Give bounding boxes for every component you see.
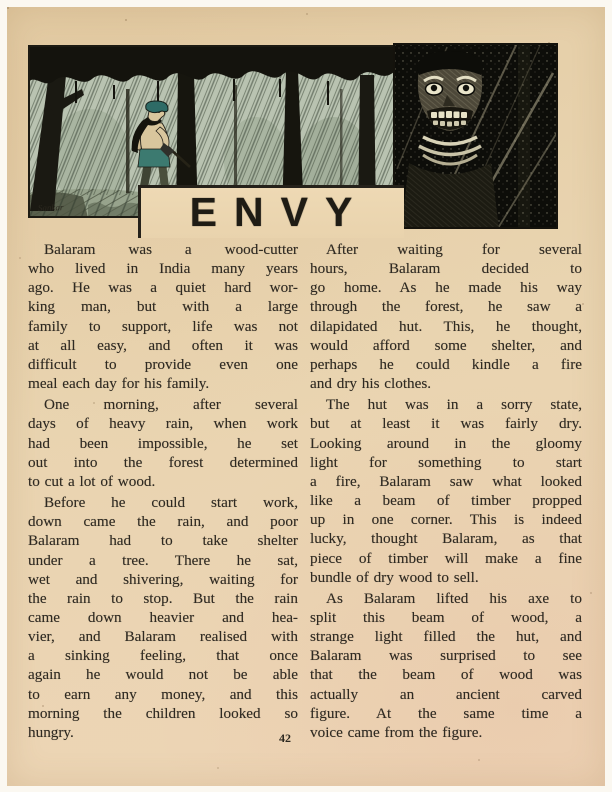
text-line: Balaram had to take shelter bbox=[28, 532, 298, 550]
text-line: out into the forest determined bbox=[28, 453, 298, 471]
text-line: the rain to stop. But the rain bbox=[28, 589, 298, 607]
text-line: actually an ancient carved bbox=[310, 685, 582, 703]
paragraph bbox=[28, 395, 298, 491]
text-line: hours, Balaram decided to bbox=[310, 260, 582, 278]
text-line: who lived in India many years bbox=[28, 260, 298, 278]
text-line: ago. He was a quiet hard wor- bbox=[28, 279, 298, 297]
text-line: Before he could start work, bbox=[44, 494, 298, 512]
text-line: and dry his clothes. bbox=[310, 375, 432, 393]
text-line: wet and shivering, waiting for bbox=[28, 570, 298, 588]
paragraph bbox=[310, 395, 582, 587]
text-line: figure. At the same time a bbox=[310, 704, 582, 722]
text-line: Balaram was surprised to see bbox=[310, 647, 582, 665]
paragraph bbox=[28, 240, 298, 393]
paragraph bbox=[310, 589, 582, 742]
text-line: vier, and Balaram realised with bbox=[28, 628, 298, 646]
title-box bbox=[138, 185, 404, 238]
text-line: perhaps he could kindle a fire bbox=[310, 355, 582, 373]
text-line: like a beam of timber propped bbox=[310, 492, 582, 510]
text-line: hungry. bbox=[28, 723, 74, 741]
text-line: morning the children looked so bbox=[28, 704, 298, 722]
text-line: through the forest, he saw a bbox=[310, 298, 582, 316]
paper-background bbox=[7, 7, 605, 786]
text-line: a fire, Balaram saw what looked bbox=[310, 472, 582, 490]
text-line: bundle of dry wood to sell. bbox=[310, 568, 479, 586]
text-line: As Balaram lifted his axe to bbox=[326, 589, 582, 607]
text-line: dilapidated hut. This, he thought, bbox=[310, 317, 582, 335]
text-line: that the beam of wood was bbox=[310, 666, 582, 684]
text-line: meal each day for his family. bbox=[28, 375, 210, 393]
text-line: The hut was in a sorry state, bbox=[326, 396, 582, 414]
text-line: would afford some shelter, and bbox=[310, 336, 582, 354]
text-line: Balaram was a wood-cutter bbox=[44, 241, 298, 258]
text-line: under a tree. There he sat, bbox=[28, 551, 298, 569]
text-line: split this beam of wood, a bbox=[310, 608, 582, 626]
page-number: 42 bbox=[279, 731, 291, 745]
paragraph bbox=[310, 240, 582, 393]
carved-figure-illustration bbox=[393, 43, 558, 229]
text-line: had been impossible, he set bbox=[28, 434, 298, 452]
text-line: piece of timber will make a fine bbox=[310, 549, 582, 567]
text-line: a sinking feeling, that once bbox=[28, 647, 298, 665]
page-title: ENVY bbox=[189, 189, 370, 235]
paper-speckles bbox=[7, 7, 9, 9]
text-line: lucky, thought Balaram, as that bbox=[310, 530, 582, 548]
text-line: strange light filled the hut, and bbox=[310, 628, 582, 646]
artist-signature: Sankar bbox=[37, 202, 64, 213]
story-column-left bbox=[28, 240, 298, 744]
text-line: again he would not be able bbox=[28, 666, 298, 684]
text-line: down came the rain, and poor bbox=[28, 513, 298, 531]
text-line: Looking around in the gloomy bbox=[310, 434, 582, 452]
text-line: at all easy, and often it was bbox=[28, 336, 298, 354]
text-line: up in one corner. This is indeed bbox=[310, 511, 582, 529]
turban bbox=[146, 101, 168, 113]
text-line: came down heavier and hea- bbox=[28, 608, 298, 626]
text-line: family to support, life was not bbox=[28, 317, 298, 335]
text-line: voice came from the figure. bbox=[310, 723, 483, 741]
paragraph bbox=[28, 493, 298, 742]
text-line: but at least it was fairly dry. bbox=[310, 415, 582, 433]
story-column-right bbox=[310, 240, 582, 744]
text-line: light for something to start bbox=[310, 453, 582, 471]
text-line: to earn any money, and this bbox=[28, 685, 298, 703]
text-line: days of heavy rain, when work bbox=[28, 415, 298, 433]
text-line: king man, but with a large bbox=[28, 298, 298, 316]
text-line: One morning, after several bbox=[44, 396, 298, 414]
text-line: go home. As he made his way bbox=[310, 279, 582, 297]
text-line: difficult to provide even one bbox=[28, 355, 298, 373]
text-line: to cut a lot of wood. bbox=[28, 472, 156, 490]
text-line: After waiting for several bbox=[326, 241, 582, 258]
